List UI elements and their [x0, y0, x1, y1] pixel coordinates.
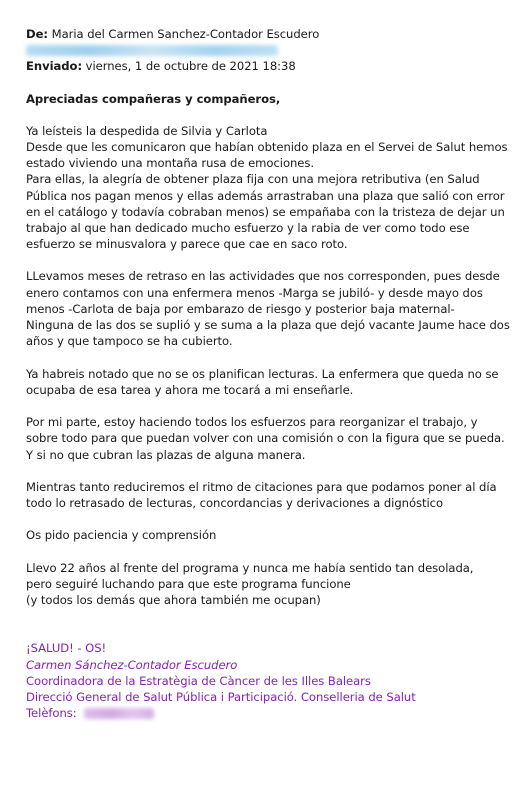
text-line: en el catálogo y todavía cobraban menos) se empañaba con la tristeza de dejar un: [26, 204, 505, 219]
sent-label: Enviado:: [26, 59, 83, 74]
text-line: trabajo al que han dedicado mucho esfuerzo y la rabia de ver como todo ese: [26, 220, 470, 235]
paragraph-6: [26, 527, 521, 543]
text-line: (y todos los demás que ahora también me ocupan): [26, 593, 321, 608]
text-line: años y que tampoco se ha cubierto.: [26, 334, 233, 349]
from-line: [26, 26, 521, 42]
text-line: menos -Carlota de baja por embarazo de riesgo y posterior baja maternal-: [26, 301, 455, 316]
signature-name: Carmen Sánchez-Contador Escudero: [26, 657, 238, 672]
greeting: Apreciadas compañeras y compañeros,: [26, 91, 281, 106]
paragraph-5: [26, 479, 521, 511]
text-line: Y si no que cubran las plazas de alguna manera.: [26, 447, 306, 462]
text-line: Desde que les comunicaron que habían obtenido plaza en el Servei de Salut hemos: [26, 139, 508, 154]
signature-salute: ¡SALUD! - OS!: [26, 641, 107, 656]
text-line: sobre todo para que puedan volver con una comisión o con la figura que se pueda.: [26, 431, 505, 446]
sent-line: [26, 58, 521, 74]
sent-value: viernes, 1 de octubre de 2021 18:38: [85, 59, 296, 74]
text-line: ocupaba de esa tarea y ahora me tocará a mi enseñarle.: [26, 382, 354, 397]
text-line: LLevamos meses de retraso en las actividades que nos corresponden, pues desde: [26, 269, 500, 284]
redacted-phone: [84, 708, 154, 719]
paragraph-7: [26, 560, 521, 609]
text-line: Ya leísteis la despedida de Silvia y Carlota: [26, 123, 268, 138]
signature-role: Coordinadora de la Estratègia de Càncer de les Illes Balears: [26, 673, 371, 688]
text-line: Ya habreis notado que no se os planifican lecturas. La enfermera que queda no se: [26, 366, 499, 381]
paragraph-4: [26, 414, 521, 463]
redacted-email-line: [26, 42, 521, 58]
text-line: estado viviendo una montaña rusa de emociones.: [26, 156, 314, 171]
email-message: [26, 26, 521, 721]
from-value: Maria del Carmen Sanchez-Contador Escudero: [51, 27, 320, 41]
paragraph-3: [26, 366, 521, 398]
text-line: esfuerzo se minusvalora y parece que cae en saco roto.: [26, 237, 348, 252]
from-label: De:: [26, 27, 48, 41]
redacted-email: [26, 45, 278, 56]
paragraph-2: [26, 268, 521, 349]
text-line: todo lo retrasado de lecturas, concordancias y derivaciones a dignóstico: [26, 496, 444, 511]
text-line: Para ellas, la alegría de obtener plaza fija con una mejora retributiva (en Salud: [26, 172, 480, 187]
text-line: Llevo 22 años al frente del programa y nunca me había sentido tan desolada,: [26, 560, 474, 575]
signature-block: [26, 640, 521, 721]
text-line: Por mi parte, estoy haciendo todos los esfuerzos para reorganizar el trabajo, y: [26, 415, 478, 430]
text-line: Ninguna de las dos se suplió y se suma a la plaza que dejó vacante Jaume hace dos: [26, 318, 510, 332]
text-line: Mientras tanto reduciremos el ritmo de citaciones para que podamos poner al día: [26, 479, 497, 494]
phone-label: Telèfons:: [26, 706, 77, 721]
signature-phone-line: [26, 705, 521, 721]
signature-department: Direcció General de Salut Pública i Participació. Conselleria de Salut: [26, 689, 416, 704]
text-line: Pública nos pagan menos y ellas además arrastraban una plaza que salió con error: [26, 188, 505, 203]
text-line: pero seguiré luchando para que este programa funcione: [26, 577, 351, 591]
paragraph-1: [26, 123, 521, 253]
text-line: Os pido paciencia y comprensión: [26, 528, 217, 543]
text-line: enero contamos con una enfermera menos -Marga se jubiló- y desde mayo dos: [26, 285, 483, 300]
